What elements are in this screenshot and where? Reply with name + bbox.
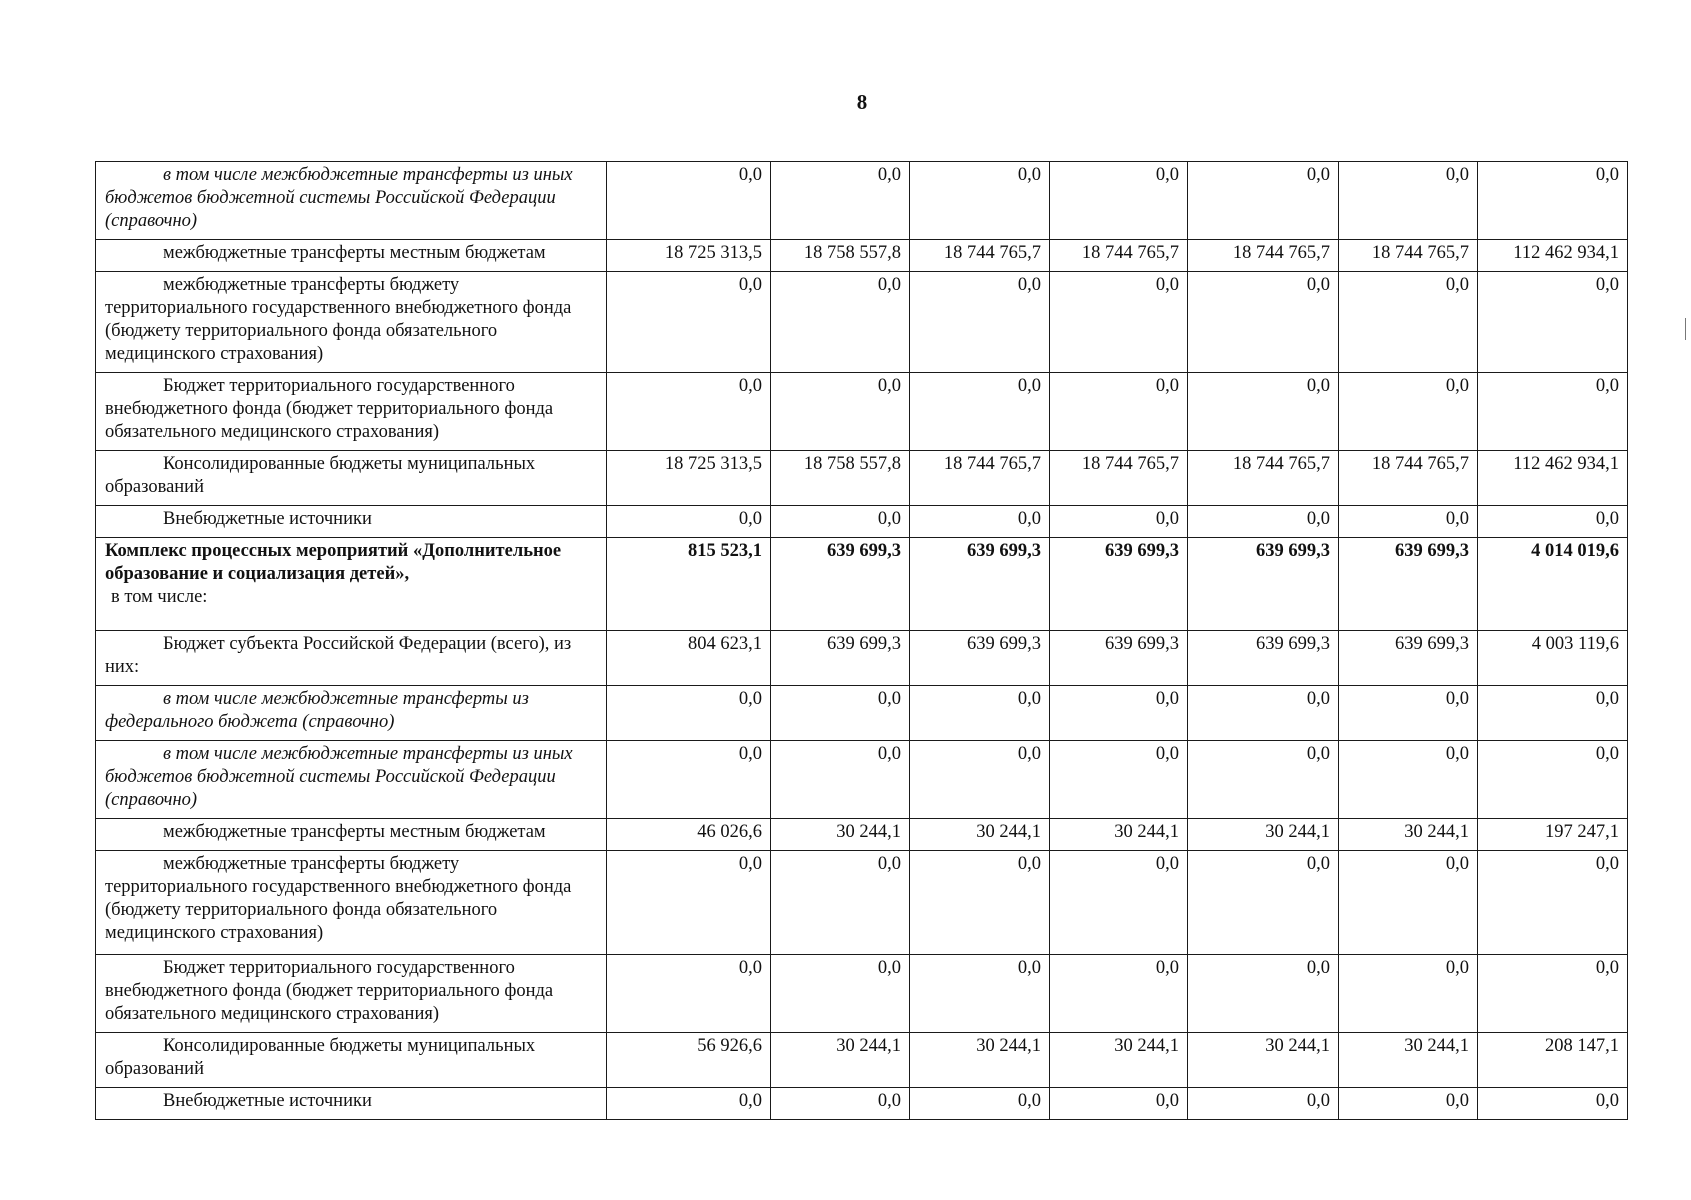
year-value-cell: 30 244,1 [910, 1033, 1050, 1088]
year-value-cell: 0,0 [771, 373, 910, 451]
row-label-cell [96, 1088, 607, 1120]
year-value-cell: 0,0 [1050, 272, 1188, 373]
year-value-cell: 0,0 [607, 851, 771, 955]
year-value-cell: 0,0 [1339, 741, 1478, 819]
year-value-cell: 639 699,3 [1188, 538, 1339, 631]
year-value-cell: 30 244,1 [1339, 819, 1478, 851]
total-value-cell: 0,0 [1478, 686, 1628, 741]
row-label-cell [96, 451, 607, 506]
row-sublabel: в том числе: [111, 587, 208, 607]
year-value-cell: 18 744 765,7 [910, 240, 1050, 272]
year-value-cell: 804 623,1 [607, 631, 771, 686]
row-label-cell [96, 162, 607, 240]
year-value-cell: 639 699,3 [1339, 538, 1478, 631]
year-value-cell: 18 744 765,7 [1339, 451, 1478, 506]
year-value-cell: 18 725 313,5 [607, 240, 771, 272]
year-value-cell: 0,0 [607, 162, 771, 240]
row-label-cell [96, 272, 607, 373]
year-value-cell: 0,0 [1339, 272, 1478, 373]
year-value-cell: 0,0 [607, 1088, 771, 1120]
total-value-cell: 197 247,1 [1478, 819, 1628, 851]
year-value-cell: 18 725 313,5 [607, 451, 771, 506]
year-value-cell: 639 699,3 [1339, 631, 1478, 686]
year-value-cell: 0,0 [910, 851, 1050, 955]
total-value-cell: 0,0 [1478, 955, 1628, 1033]
row-label: межбюджетные трансферты местным бюджетам [163, 243, 546, 263]
table-row [96, 1033, 1628, 1088]
row-label-cell [96, 851, 607, 955]
year-value-cell: 30 244,1 [771, 819, 910, 851]
table-row [96, 240, 1628, 272]
year-value-cell: 0,0 [1050, 162, 1188, 240]
table-row [96, 506, 1628, 538]
year-value-cell: 0,0 [1339, 506, 1478, 538]
year-value-cell: 30 244,1 [1188, 819, 1339, 851]
year-value-cell: 18 758 557,8 [771, 451, 910, 506]
year-value-cell: 30 244,1 [1339, 1033, 1478, 1088]
row-label: Консолидированные бюджеты муниципальных образований [105, 454, 536, 497]
year-value-cell: 0,0 [1339, 686, 1478, 741]
row-label: в том числе межбюджетные трансферты из иных бюджетов бюджетной системы Российской Федерации (справочно) [105, 744, 573, 810]
year-value-cell: 0,0 [607, 955, 771, 1033]
year-value-cell: 0,0 [771, 1088, 910, 1120]
total-value-cell: 0,0 [1478, 373, 1628, 451]
total-value-cell: 0,0 [1478, 741, 1628, 819]
row-label: межбюджетные трансферты бюджету территориального государственного внебюджетного фонда (бюджету территориального фонда обязательного медицинского страхования) [105, 854, 572, 943]
year-value-cell: 0,0 [1188, 1088, 1339, 1120]
year-value-cell: 0,0 [607, 272, 771, 373]
table-row [96, 741, 1628, 819]
row-label: Внебюджетные источники [163, 1091, 372, 1111]
table-body [96, 162, 1628, 1120]
year-value-cell: 0,0 [1339, 955, 1478, 1033]
year-value-cell: 30 244,1 [771, 1033, 910, 1088]
row-label-cell [96, 955, 607, 1033]
budget-table [95, 161, 1628, 1120]
row-label-cell [96, 506, 607, 538]
year-value-cell: 18 744 765,7 [1050, 451, 1188, 506]
table-row [96, 162, 1628, 240]
year-value-cell: 639 699,3 [910, 631, 1050, 686]
table-row [96, 1088, 1628, 1120]
year-value-cell: 0,0 [1050, 1088, 1188, 1120]
year-value-cell: 0,0 [771, 506, 910, 538]
year-value-cell: 18 744 765,7 [1188, 240, 1339, 272]
year-value-cell: 0,0 [910, 955, 1050, 1033]
table-row [96, 272, 1628, 373]
year-value-cell: 0,0 [607, 686, 771, 741]
year-value-cell: 0,0 [1188, 741, 1339, 819]
year-value-cell: 18 758 557,8 [771, 240, 910, 272]
year-value-cell: 30 244,1 [910, 819, 1050, 851]
year-value-cell: 0,0 [1339, 851, 1478, 955]
row-label-cell [96, 741, 607, 819]
year-value-cell: 0,0 [1188, 851, 1339, 955]
year-value-cell: 0,0 [910, 506, 1050, 538]
year-value-cell: 0,0 [910, 162, 1050, 240]
year-value-cell: 0,0 [1188, 373, 1339, 451]
year-value-cell: 815 523,1 [607, 538, 771, 631]
year-value-cell: 0,0 [910, 373, 1050, 451]
year-value-cell: 0,0 [771, 955, 910, 1033]
row-label: Бюджет субъекта Российской Федерации (всего), из них: [105, 634, 572, 677]
total-value-cell: 0,0 [1478, 506, 1628, 538]
year-value-cell: 0,0 [910, 272, 1050, 373]
year-value-cell: 0,0 [1050, 686, 1188, 741]
year-value-cell: 0,0 [1188, 272, 1339, 373]
row-label: Бюджет территориального государственного внебюджетного фонда (бюджет территориального фонда обязательного медицинского страхования) [105, 376, 554, 442]
row-label: Комплекс процессных мероприятий «Дополнительное образование и социализация детей», [105, 541, 562, 584]
year-value-cell: 18 744 765,7 [1339, 240, 1478, 272]
row-label: Внебюджетные источники [163, 509, 372, 529]
scan-edge-mark [1685, 318, 1686, 340]
table-row [96, 686, 1628, 741]
year-value-cell: 0,0 [771, 741, 910, 819]
table-row [96, 538, 1628, 631]
table-row [96, 851, 1628, 955]
year-value-cell: 30 244,1 [1050, 1033, 1188, 1088]
year-value-cell: 0,0 [910, 1088, 1050, 1120]
row-label-cell [96, 373, 607, 451]
total-value-cell: 4 014 019,6 [1478, 538, 1628, 631]
year-value-cell: 0,0 [1050, 851, 1188, 955]
year-value-cell: 0,0 [910, 686, 1050, 741]
year-value-cell: 0,0 [1339, 1088, 1478, 1120]
row-label: межбюджетные трансферты бюджету территориального государственного внебюджетного фонда (бюджету территориального фонда обязательного медицинского страхования) [105, 275, 572, 364]
row-label-cell [96, 631, 607, 686]
year-value-cell: 639 699,3 [771, 631, 910, 686]
table-row [96, 631, 1628, 686]
row-label: межбюджетные трансферты местным бюджетам [163, 822, 546, 842]
row-label-cell [96, 1033, 607, 1088]
year-value-cell: 0,0 [1188, 955, 1339, 1033]
table-row [96, 451, 1628, 506]
year-value-cell: 0,0 [607, 741, 771, 819]
total-value-cell: 112 462 934,1 [1478, 240, 1628, 272]
year-value-cell: 18 744 765,7 [1050, 240, 1188, 272]
total-value-cell: 0,0 [1478, 851, 1628, 955]
year-value-cell: 0,0 [1188, 686, 1339, 741]
total-value-cell: 208 147,1 [1478, 1033, 1628, 1088]
total-value-cell: 4 003 119,6 [1478, 631, 1628, 686]
year-value-cell: 0,0 [1050, 373, 1188, 451]
row-label-cell [96, 819, 607, 851]
total-value-cell: 112 462 934,1 [1478, 451, 1628, 506]
year-value-cell: 0,0 [771, 272, 910, 373]
year-value-cell: 46 026,6 [607, 819, 771, 851]
year-value-cell: 0,0 [1050, 506, 1188, 538]
year-value-cell: 639 699,3 [1050, 631, 1188, 686]
year-value-cell: 30 244,1 [1050, 819, 1188, 851]
year-value-cell: 30 244,1 [1188, 1033, 1339, 1088]
year-value-cell: 0,0 [1050, 955, 1188, 1033]
year-value-cell: 639 699,3 [910, 538, 1050, 631]
total-value-cell: 0,0 [1478, 272, 1628, 373]
year-value-cell: 0,0 [771, 162, 910, 240]
year-value-cell: 0,0 [1188, 506, 1339, 538]
year-value-cell: 18 744 765,7 [910, 451, 1050, 506]
row-label-cell [96, 240, 607, 272]
year-value-cell: 0,0 [1050, 741, 1188, 819]
year-value-cell: 18 744 765,7 [1188, 451, 1339, 506]
year-value-cell: 0,0 [1339, 162, 1478, 240]
year-value-cell: 0,0 [1339, 373, 1478, 451]
year-value-cell: 0,0 [607, 373, 771, 451]
table-row [96, 955, 1628, 1033]
year-value-cell: 639 699,3 [1050, 538, 1188, 631]
row-label: в том числе межбюджетные трансферты из федерального бюджета (справочно) [105, 689, 529, 732]
page-number: 8 [856, 90, 868, 114]
row-label: Бюджет территориального государственного внебюджетного фонда (бюджет территориального фонда обязательного медицинского страхования) [105, 958, 554, 1024]
total-value-cell: 0,0 [1478, 1088, 1628, 1120]
year-value-cell: 639 699,3 [1188, 631, 1339, 686]
year-value-cell: 639 699,3 [771, 538, 910, 631]
year-value-cell: 0,0 [910, 741, 1050, 819]
row-label: в том числе межбюджетные трансферты из иных бюджетов бюджетной системы Российской Федерации (справочно) [105, 165, 573, 231]
year-value-cell: 0,0 [771, 686, 910, 741]
year-value-cell: 56 926,6 [607, 1033, 771, 1088]
row-label-cell [96, 686, 607, 741]
row-label-cell [96, 538, 607, 631]
row-label: Консолидированные бюджеты муниципальных образований [105, 1036, 536, 1079]
table-row [96, 819, 1628, 851]
table-row [96, 373, 1628, 451]
year-value-cell: 0,0 [607, 506, 771, 538]
year-value-cell: 0,0 [1188, 162, 1339, 240]
year-value-cell: 0,0 [771, 851, 910, 955]
total-value-cell: 0,0 [1478, 162, 1628, 240]
